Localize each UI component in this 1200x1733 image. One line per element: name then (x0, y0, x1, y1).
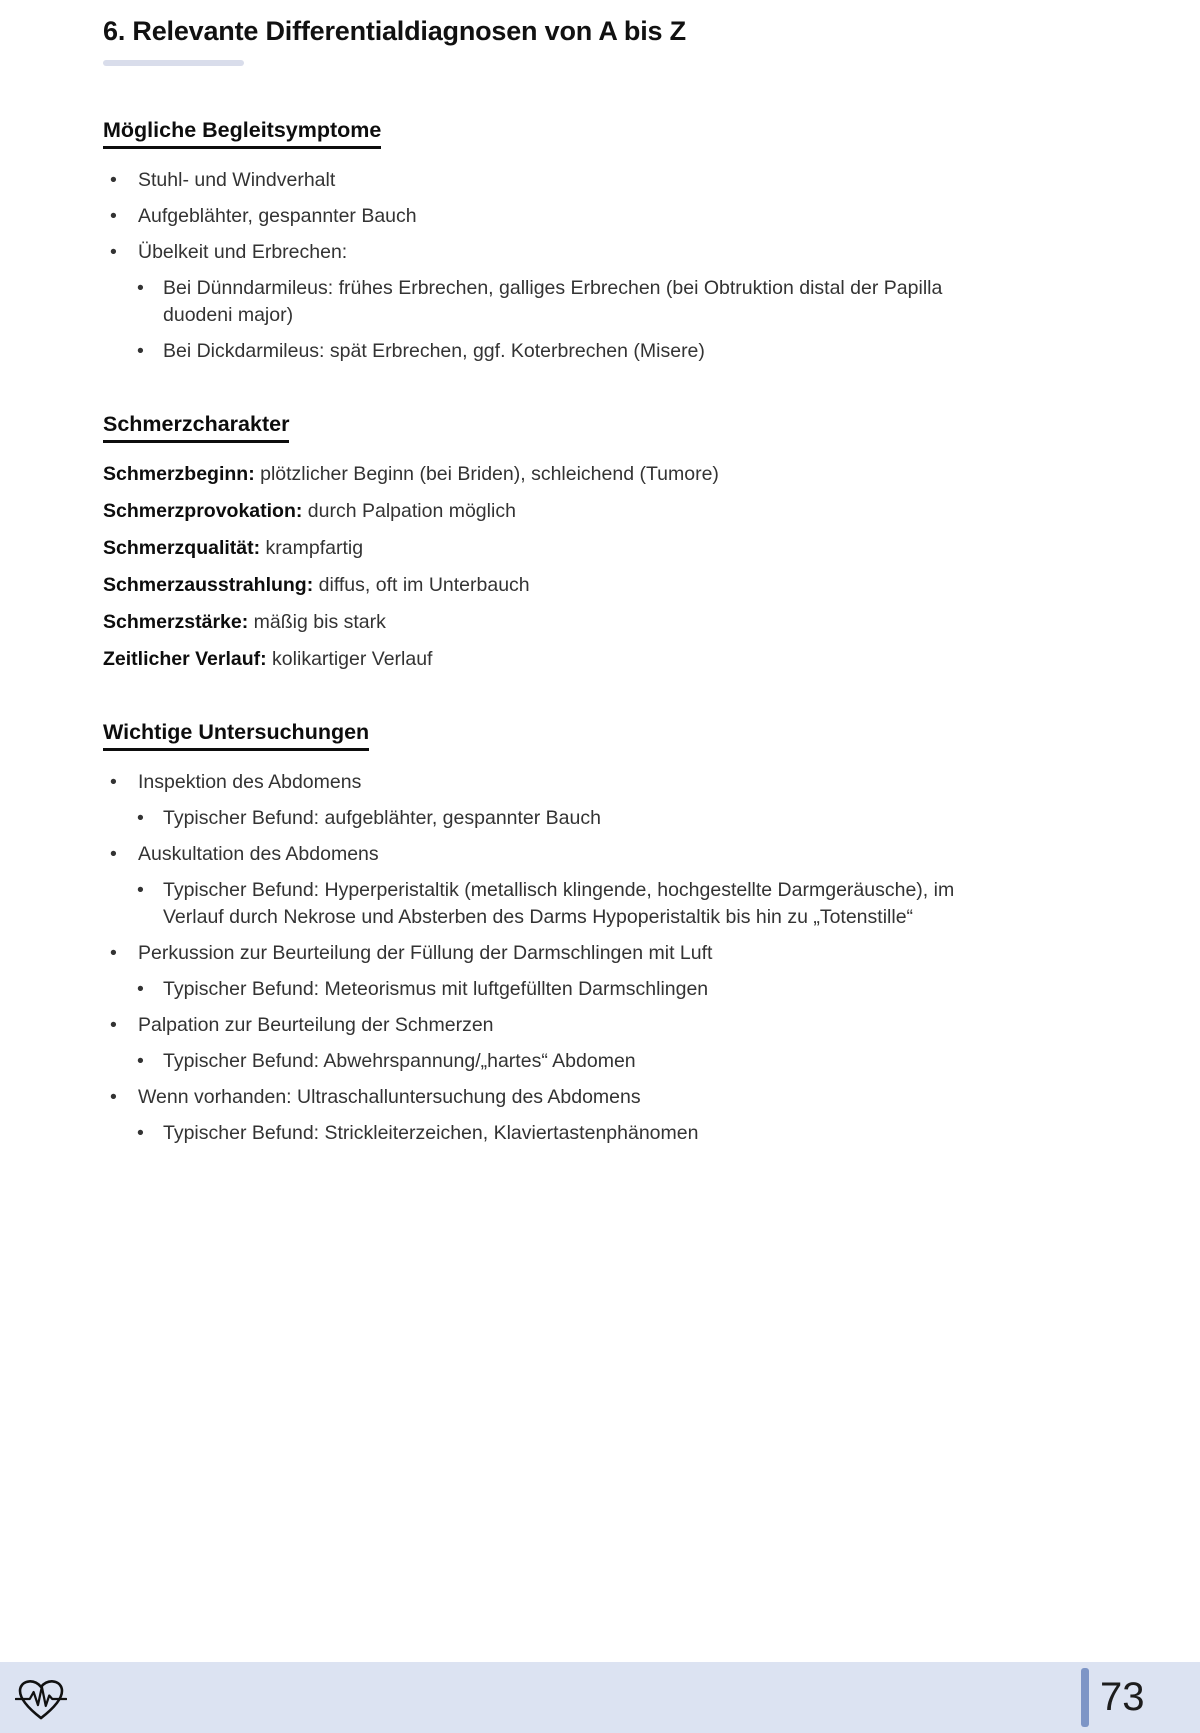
definition-value: krampfartig (260, 537, 364, 559)
page-number-accent-bar (1081, 1668, 1089, 1727)
list-item-text: Typischer Befund: Hyperperistaltik (metallisch klingende, hochgestellte Darmgeräusche), im Verlauf durch Nekrose und Absterben des Darms Hypoperistaltik bis hin zu „Totenstille“ (163, 879, 955, 928)
list-item-text: Typischer Befund: Abwehrspannung/„hartes“ Abdomen (163, 1050, 636, 1072)
list-item (131, 1048, 1090, 1075)
definition-value: kolikartiger Verlauf (266, 648, 433, 670)
definition-line (103, 535, 1090, 562)
bullet-icon: • (137, 1050, 144, 1072)
bullet-icon: • (137, 807, 144, 829)
bullet-icon: • (110, 843, 117, 865)
definition-line (103, 498, 1090, 525)
list-item (103, 940, 1090, 967)
list-item-text: Typischer Befund: aufgeblähter, gespannter Bauch (163, 807, 601, 829)
list-item-text: Inspektion des Abdomens (138, 771, 362, 793)
bullet-icon: • (137, 1122, 144, 1144)
definition-line (103, 461, 1090, 488)
bullet-icon: • (110, 1086, 117, 1108)
section-body (103, 769, 1090, 1147)
definition-label: Zeitlicher Verlauf: (103, 648, 267, 670)
section-heading: Mögliche Begleitsymptome (103, 118, 381, 149)
section-untersuchungen (103, 720, 1090, 1147)
list-item-text: Auskultation des Abdomens (138, 843, 379, 865)
list-item-text: Typischer Befund: Meteorismus mit luftgefüllten Darmschlingen (163, 978, 709, 1000)
bullet-icon: • (110, 169, 117, 191)
page-title: 6. Relevante Differentialdiagnosen von A bis Z (103, 16, 686, 46)
list-item-text: Perkussion zur Beurteilung der Füllung der Darmschlingen mit Luft (138, 942, 713, 964)
definition-value: durch Palpation möglich (302, 500, 516, 522)
bullet-icon: • (110, 1014, 117, 1036)
list-item (103, 167, 1090, 194)
bullet-icon: • (137, 277, 144, 299)
list-item-text: Wenn vorhanden: Ultraschalluntersuchung des Abdomens (138, 1086, 641, 1108)
bullet-icon: • (137, 879, 144, 901)
definition-label: Schmerzausstrahlung: (103, 574, 314, 596)
definition-line (103, 572, 1090, 599)
section-schmerzcharakter (103, 412, 1090, 673)
page-number: 73 (1100, 1675, 1145, 1719)
list-item (103, 841, 1090, 868)
list-item (103, 769, 1090, 796)
bullet-icon: • (110, 241, 117, 263)
list-item-text: Typischer Befund: Strickleiterzeichen, Klaviertastenphänomen (163, 1122, 699, 1144)
definition-line (103, 646, 1090, 673)
definition-label: Schmerzbeginn: (103, 463, 255, 485)
list-item (103, 1084, 1090, 1111)
definition-label: Schmerzqualität: (103, 537, 261, 559)
list-item (131, 338, 1090, 365)
bullet-icon: • (110, 942, 117, 964)
section-begleitsymptome (103, 118, 1090, 365)
list-item-text: Bei Dickdarmileus: spät Erbrechen, ggf. Koterbrechen (Misere) (163, 340, 705, 362)
heartbeat-icon (15, 1673, 67, 1725)
definition-value: diffus, oft im Unterbauch (313, 574, 530, 596)
list-item-text: Stuhl- und Windverhalt (138, 169, 336, 191)
definition-value: mäßig bis stark (248, 611, 386, 633)
list-item-text: Bei Dünndarmileus: frühes Erbrechen, galliges Erbrechen (bei Obtruktion distal der Papilla duodeni major) (163, 277, 943, 326)
list-item-text: Aufgeblähter, gespannter Bauch (138, 205, 417, 227)
title-accent-bar (103, 60, 244, 66)
list-item (131, 877, 1090, 931)
list-item (131, 1120, 1090, 1147)
list-item (103, 239, 1090, 266)
bullet-icon: • (137, 978, 144, 1000)
section-heading: Wichtige Untersuchungen (103, 720, 369, 751)
definition-label: Schmerzstärke: (103, 611, 249, 633)
list-item-text: Übelkeit und Erbrechen: (138, 241, 348, 263)
bullet-icon: • (110, 205, 117, 227)
bullet-icon: • (110, 771, 117, 793)
section-body (103, 167, 1090, 365)
list-item (131, 275, 1090, 329)
list-item-text: Palpation zur Beurteilung der Schmerzen (138, 1014, 494, 1036)
section-body (103, 461, 1090, 673)
page-footer (0, 1662, 1200, 1733)
section-heading: Schmerzcharakter (103, 412, 289, 443)
bullet-icon: • (137, 340, 144, 362)
definition-label: Schmerzprovokation: (103, 500, 303, 522)
list-item (131, 976, 1090, 1003)
list-item (103, 1012, 1090, 1039)
definition-value: plötzlicher Beginn (bei Briden), schleichend (Tumore) (254, 463, 719, 485)
list-item (103, 203, 1090, 230)
definition-line (103, 609, 1090, 636)
list-item (131, 805, 1090, 832)
